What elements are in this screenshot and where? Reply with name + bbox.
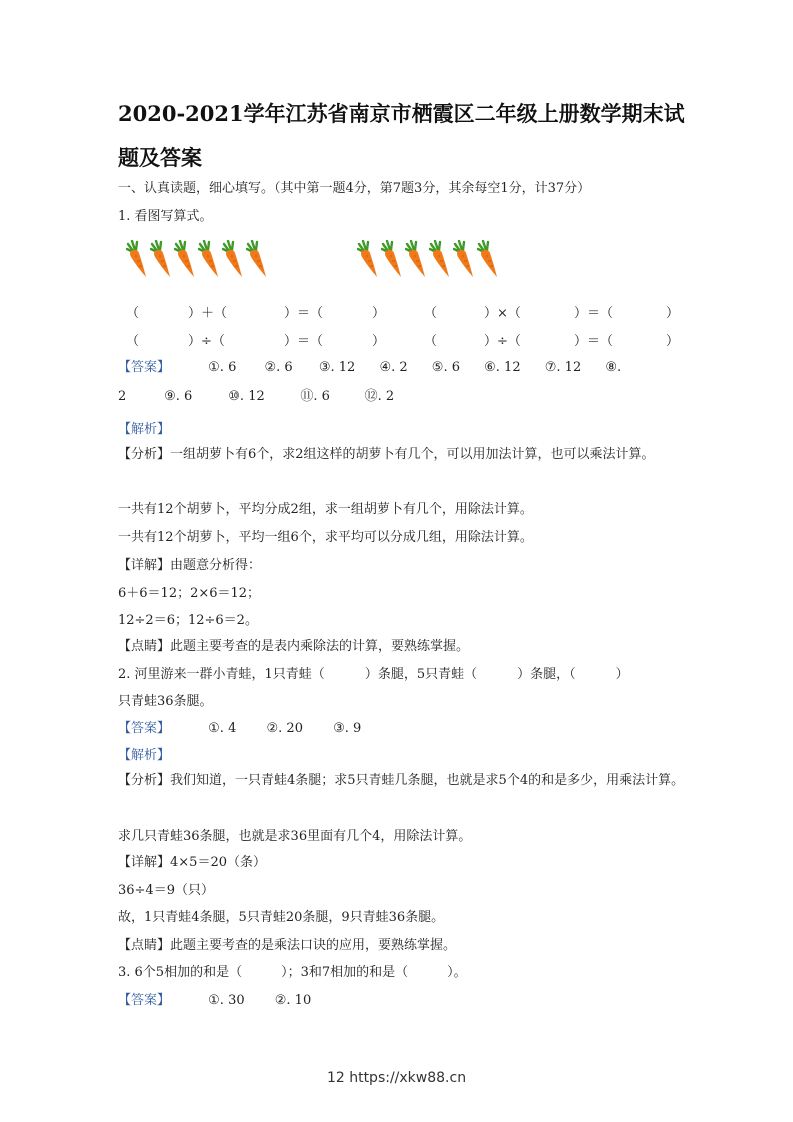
stem-part: ）条腿，5只青蛙（	[364, 667, 478, 682]
answer-item: ②. 10	[274, 993, 312, 1008]
carrot-icon	[172, 240, 196, 284]
answer-item: ③. 9	[333, 721, 362, 736]
page-footer: 12 https://xkw88.cn	[326, 1070, 467, 1086]
stem-part: ）	[615, 667, 629, 682]
answer-label: 【答案】	[118, 360, 171, 375]
stem-part: ）条腿，（	[517, 667, 576, 682]
answer-item: ⑫. 2	[364, 389, 395, 404]
bracket: （	[126, 306, 140, 321]
bracket: ）＝（	[574, 306, 614, 321]
analysis-label: 【解析】	[118, 422, 171, 437]
equation-row-2	[118, 330, 678, 350]
detail-tag: 【详解】	[118, 855, 171, 870]
bracket: ）	[666, 334, 680, 349]
remark-tag: 【点睛】	[118, 639, 171, 654]
answer-line-2	[118, 387, 693, 407]
bracket: ）＝（	[284, 306, 324, 321]
detail-line	[118, 556, 693, 576]
answer-item: ⑧.	[605, 360, 622, 375]
detail-tag: 【详解】	[118, 558, 171, 573]
answer-item: ⑥. 12	[484, 360, 521, 375]
carrot-icon	[355, 240, 379, 284]
answer-item: ②. 6	[264, 360, 293, 375]
bracket: ）	[372, 334, 386, 349]
answer-item: ⑦. 12	[544, 360, 582, 375]
analysis-text	[118, 767, 693, 794]
answer-line-1	[118, 358, 693, 378]
analysis-line: 一共有12个胡萝卜，平均一组6个，求平均可以分成几组，用除法计算。	[118, 530, 533, 545]
answer-item: ④. 2	[379, 360, 408, 375]
analysis-body: 一组胡萝卜有6个，求2组这样的胡萝卜有几个，可以用加法计算，也可以乘法计算。	[170, 447, 655, 462]
bracket: （	[424, 306, 438, 321]
remark-tag: 【点睛】	[118, 938, 171, 953]
analysis-tag: 【分析】	[118, 773, 171, 788]
analysis-text	[118, 441, 693, 468]
answer-item: ①. 30	[208, 993, 245, 1008]
answer-line	[118, 719, 693, 739]
carrot-icon	[148, 240, 172, 284]
answer-item: ⑤. 6	[431, 360, 460, 375]
carrot-group-2	[355, 240, 499, 284]
detail-body: 由题意分析得：	[170, 558, 262, 573]
answer-line	[118, 991, 693, 1011]
question-2-stem-cont: 只青蛙36条腿。	[118, 694, 213, 709]
carrot-icon	[427, 240, 451, 284]
answer-item: ①. 6	[208, 360, 237, 375]
carrot-icon	[196, 240, 220, 284]
analysis-line: 一共有12个胡萝卜，平均分成2组，求一组胡萝卜有几个，用除法计算。	[118, 502, 533, 517]
answer-item: ⑩. 12	[228, 389, 265, 404]
calc-line: 12÷2＝6；12÷6＝2。	[118, 613, 258, 628]
answer-item: 2	[118, 389, 127, 404]
question-3-stem: 3. 6个5相加的和是（ ）；3和7相加的和是（ ）。	[118, 965, 467, 980]
page-title: 2020-2021学年江苏省南京市栖霞区二年级上册数学期末试题及答案	[118, 101, 685, 170]
stem-part: 2. 河里游来一群小青蛙，1只青蛙（	[118, 667, 325, 682]
carrot-icon	[124, 240, 148, 284]
remark-line	[118, 637, 693, 657]
carrot-icon	[403, 240, 427, 284]
bracket: ）÷（	[188, 334, 225, 349]
analysis-label: 【解析】	[118, 748, 171, 763]
bracket: ）＋（	[188, 306, 228, 321]
section-heading: 一、认真读题，细心填写。（其中第一题4分，第7题3分，其余每空1分，计37分）	[118, 181, 591, 196]
remark-body: 此题主要考查的是表内乘除法的计算，要熟练掌握。	[170, 639, 470, 654]
calc-line: 36÷4＝9（只）	[118, 883, 214, 898]
remark-line	[118, 936, 693, 956]
carrot-icon	[451, 240, 475, 284]
remark-body: 此题主要考查的是乘法口诀的应用，要熟练掌握。	[170, 938, 457, 953]
answer-item: ①. 4	[208, 721, 237, 736]
bracket: ）×（	[484, 306, 521, 321]
answer-item: ③. 12	[318, 360, 356, 375]
equation-row-1	[118, 302, 678, 322]
bracket: ）÷（	[484, 334, 521, 349]
bracket: ）	[666, 306, 680, 321]
carrot-icon	[244, 240, 268, 284]
bracket: （	[424, 334, 438, 349]
calc-line: 故，1只青蛙4条腿，5只青蛙20条腿，9只青蛙36条腿。	[118, 910, 445, 925]
answer-item: ⑪. 6	[300, 389, 330, 404]
carrot-icon	[379, 240, 403, 284]
answer-item: ②. 20	[266, 721, 303, 736]
detail-body: 4×5＝20（条）	[170, 855, 266, 870]
carrot-group-1	[124, 240, 268, 284]
bracket: ）	[372, 306, 386, 321]
bracket: （	[126, 334, 140, 349]
answer-label: 【答案】	[118, 721, 171, 736]
calc-line: 6＋6＝12；2×6＝12；	[118, 586, 261, 601]
carrot-icon	[220, 240, 244, 284]
question-2-stem	[118, 665, 693, 685]
carrot-icon	[475, 240, 499, 284]
analysis-tag: 【分析】	[118, 447, 171, 462]
detail-line	[118, 853, 693, 873]
analysis-line: 求几只青蛙36条腿，也就是求36里面有几个4，用除法计算。	[118, 829, 472, 844]
question-1-stem: 1. 看图写算式。	[118, 209, 213, 224]
bracket: ）＝（	[574, 334, 614, 349]
answer-item: ⑨. 6	[164, 389, 193, 404]
answer-label: 【答案】	[118, 993, 171, 1008]
analysis-body: 我们知道，一只青蛙4条腿；求5只青蛙几条腿，也就是求5个4的和是多少，用乘法计算。	[170, 773, 685, 788]
bracket: ）＝（	[284, 334, 324, 349]
